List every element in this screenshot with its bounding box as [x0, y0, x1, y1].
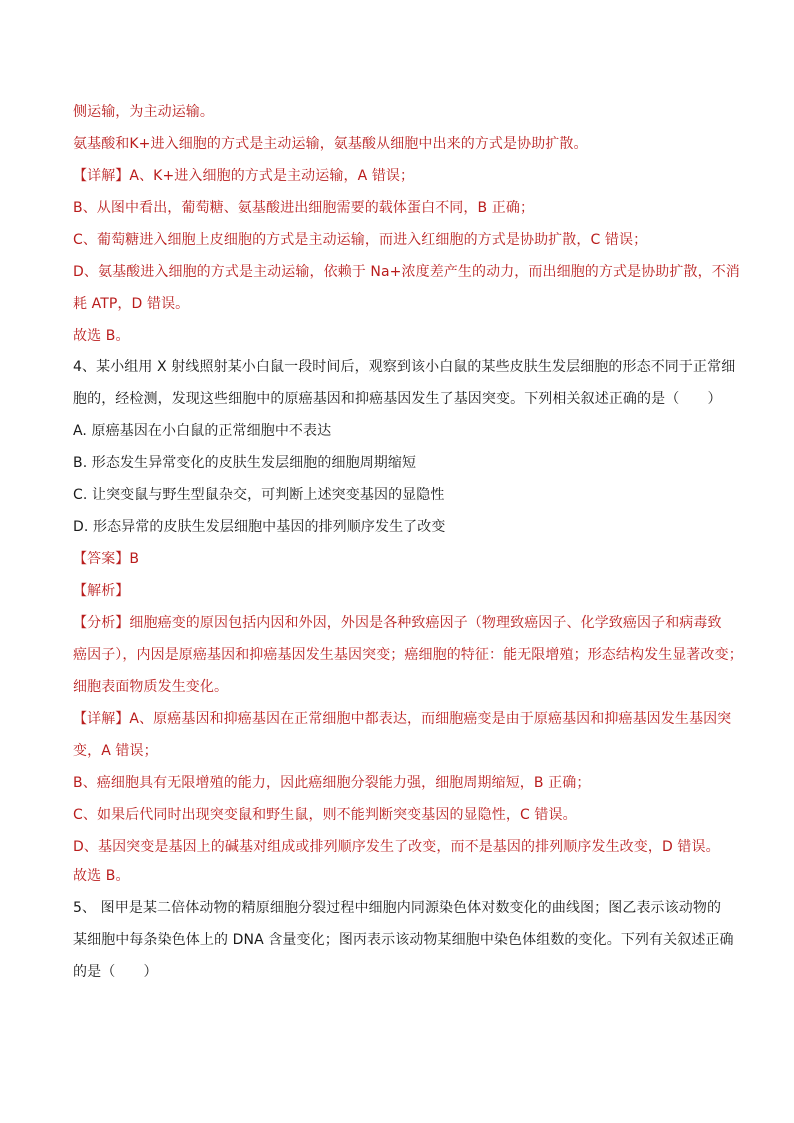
answer-label: 【答案】B — [73, 551, 140, 567]
question-5-stem: 的是（ ） — [73, 964, 158, 980]
conclusion-text: 故选 B。 — [73, 868, 130, 884]
question-5-stem: 某细胞中每条染色体上的 DNA 含量变化；图丙表示该动物某细胞中染色体组数的变化。下列有关叙述正确 — [73, 932, 734, 948]
text-line: 耗 ATP，D 错误。 — [73, 296, 190, 312]
text-line: C、葡萄糖进入细胞上皮细胞的方式是主动运输，而进入红细胞的方式是协助扩散，C 错误； — [73, 232, 648, 248]
option-d: D. 形态异常的皮肤生发层细胞中基因的排列顺序发生了改变 — [73, 519, 446, 535]
detail-text: D、基因突变是基因上的碱基对组成或排列顺序发生了改变，而不是基因的排列顺序发生改变，D 错误。 — [73, 839, 720, 855]
question-5-stem: 5、 图甲是某二倍体动物的精原细胞分裂过程中细胞内同源染色体对数变化的曲线图；图乙表示该动物的 — [73, 900, 722, 916]
text-line: 故选 B。 — [73, 328, 130, 344]
option-c: C. 让突变鼠与野生型鼠杂交，可判断上述突变基因的显隐性 — [73, 487, 445, 503]
detail-text: C、如果后代同时出现突变鼠和野生鼠，则不能判断突变基因的显隐性，C 错误。 — [73, 807, 577, 823]
analysis-text: 癌因子），内因是原癌基因和抑癌基因发生基因突变；癌细胞的特征：能无限增殖；形态结构发生显著改变； — [73, 647, 743, 663]
question-4-stem: 4、某小组用 X 射线照射某小白鼠一段时间后，观察到该小白鼠的某些皮肤生发层细胞的形态不同于正常细 — [73, 359, 736, 375]
text-line: 侧运输，为主动运输。 — [73, 104, 214, 120]
text-line: 【详解】A、K+进入细胞的方式是主动运输，A 错误； — [73, 168, 415, 184]
text-line: 氨基酸和K+进入细胞的方式是主动运输，氨基酸从细胞中出来的方式是协助扩散。 — [73, 136, 588, 152]
detail-text: 【详解】A、原癌基因和抑癌基因在正常细胞中都表达，而细胞癌变是由于原癌基因和抑癌基因发生基因突 — [73, 711, 732, 727]
question-4-stem: 胞的，经检测，发现这些细胞中的原癌基因和抑癌基因发生了基因突变。下列相关叙述正确的是（ ） — [73, 391, 722, 407]
detail-text: B、癌细胞具有无限增殖的能力，因此癌细胞分裂能力强，细胞周期缩短，B 正确； — [73, 775, 591, 791]
detail-text: 变，A 错误； — [73, 743, 158, 759]
analysis-heading: 【解析】 — [73, 583, 130, 599]
option-a: A. 原癌基因在小白鼠的正常细胞中不表达 — [73, 423, 332, 439]
analysis-text: 细胞表面物质发生变化。 — [73, 679, 229, 695]
analysis-text: 【分析】细胞癌变的原因包括内因和外因，外因是各种致癌因子（物理致癌因子、化学致癌因子和病毒致 — [73, 615, 722, 631]
text-line: D、氨基酸进入细胞的方式是主动运输，依赖于 Na+浓度差产生的动力，而出细胞的方式是协助扩散，不消 — [73, 264, 740, 280]
text-line: B、从图中看出，葡萄糖、氨基酸进出细胞需要的载体蛋白不同，B 正确； — [73, 200, 535, 216]
option-b: B. 形态发生异常变化的皮肤生发层细胞的细胞周期缩短 — [73, 455, 417, 471]
